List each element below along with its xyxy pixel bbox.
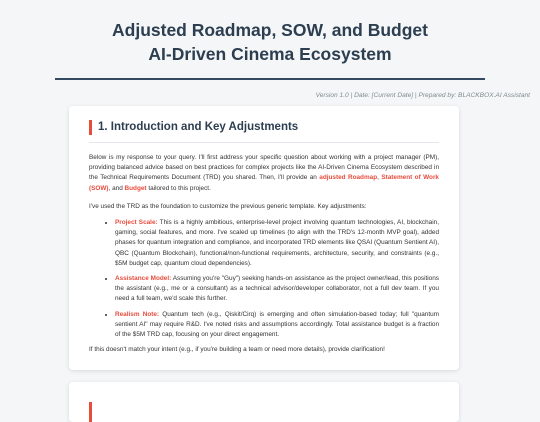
header-divider [55,78,485,80]
section-title: 1. Introduction and Key Adjustments [89,120,459,135]
section-accent-bar [89,402,92,422]
bullet-label: Assistance Model: [115,275,172,283]
list-item [115,274,439,305]
document-title [0,18,540,66]
intro-text: Below is my response to your query. I'll first address your specific question about working with a project manager (PM), providing balanced advice based on best practices for complex projects like the AI-Driven Cinema Ecosystem described in the Technical Requirements Document (TRD) you shared. Then, I'll provide an [89,154,439,182]
highlight-roadmap: adjusted Roadmap [319,174,378,182]
section-card-introduction [69,106,459,370]
adjustments-intro: I've used the TRD as the foundation to customize the previous generic template. Key adjustments: [89,202,367,210]
list-item [115,218,439,269]
list-item [115,310,439,341]
bullet-text: Assuming you're "Guy") seeking hands-on assistance as the project owner/lead, this positions the assistant (e.g., me or a consultant) as a technical advisor/developer collaborator, not a full dev team. If you need a full team, we'd scale this further. [115,275,439,303]
highlight-sow: Statement of Work (SOW) [89,174,439,192]
intro-end: tailored to this project. [146,184,211,192]
section-divider [89,142,439,143]
document-header [0,0,540,99]
intro-separator: , [377,174,382,182]
bullet-label: Realism Note: [115,310,160,318]
intro-separator: , and [108,184,125,192]
bullet-label: Project Scale: [115,219,158,227]
title-line-2: AI-Driven Cinema Ecosystem [148,44,392,64]
document-meta: Version 1.0 | Date: [Current Date] | Prepared by: BLACKBOX.AI Assistant [315,92,530,99]
bullet-text: Quantum tech (e.g., Qiskit/Cirq) is emerging and often simulation-based today; full "quantum sentient AI" may require R&D. I've noted risks and assumptions accordingly. Total assistance budget is a fraction of the $5M TRD cap, focusing on your direct engagement. [115,310,439,339]
bullet-text: This is a highly ambitious, enterprise-level project involving quantum technologies, AI, blockchain, gaming, social features, and more. I've scaled up timelines (to align with the TRD's 12-month MVP goal), added phases for quantum integration and compliance, and incorporated TRD elements like QSAI (Quantum Sentient AI), QBC (Quantum Blockchain), functional/non-functional requirements, architecture, security, and constraints (e.g., $5M budget cap, quantum cloud dependencies). [115,219,439,267]
highlight-budget: Budget [124,184,147,192]
intro-paragraph [89,153,439,194]
adjustments-list [89,218,439,340]
title-line-1: Adjusted Roadmap, SOW, and Budget [112,20,428,40]
section-card-next [69,382,459,422]
closing-paragraph: If this doesn't match your intent (e.g., if you're building a team or need more details), provide clarification! [89,346,385,354]
